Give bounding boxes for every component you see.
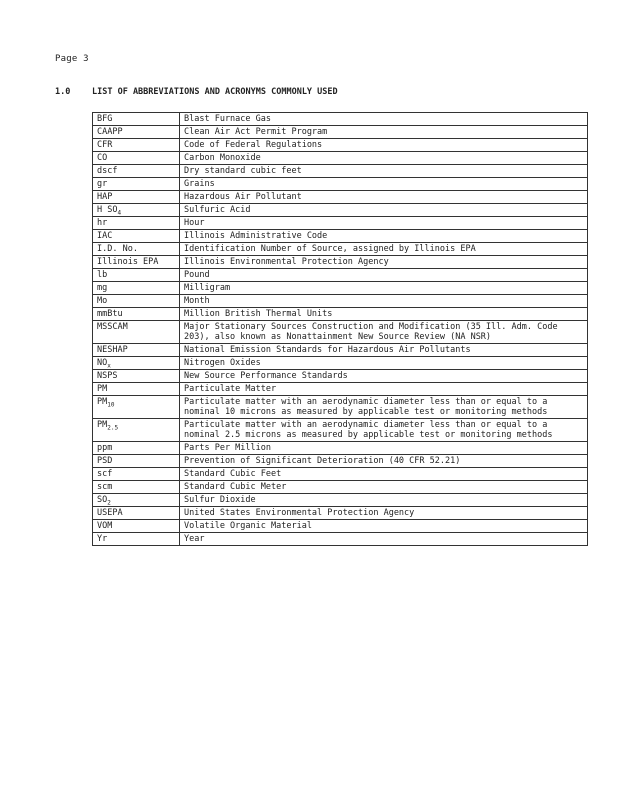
abbreviation-text: hr bbox=[97, 218, 108, 228]
definition-cell: Milligram bbox=[180, 282, 588, 295]
abbreviation-text: ppm bbox=[97, 443, 113, 453]
abbreviation-cell bbox=[93, 520, 180, 533]
table-row bbox=[93, 419, 588, 442]
table-row bbox=[93, 256, 588, 269]
table-row bbox=[93, 295, 588, 308]
abbreviation-text: SO bbox=[97, 495, 108, 505]
table-row bbox=[93, 383, 588, 396]
abbreviation-cell bbox=[93, 442, 180, 455]
abbreviation-text: mg bbox=[97, 283, 108, 293]
abbreviation-text: I.D. No. bbox=[97, 244, 138, 254]
abbreviation-cell bbox=[93, 396, 180, 419]
definition-cell: Hazardous Air Pollutant bbox=[180, 191, 588, 204]
definition-cell: Year bbox=[180, 533, 588, 546]
table-row bbox=[93, 481, 588, 494]
definition-cell: Illinois Environmental Protection Agency bbox=[180, 256, 588, 269]
definition-cell: Blast Furnace Gas bbox=[180, 113, 588, 126]
section-title: LIST OF ABBREVIATIONS AND ACRONYMS COMMONLY USED bbox=[92, 87, 338, 97]
abbreviation-cell bbox=[93, 321, 180, 344]
table-row bbox=[93, 165, 588, 178]
abbreviation-text: BFG bbox=[97, 114, 113, 124]
table-row bbox=[93, 204, 588, 217]
table-row bbox=[93, 178, 588, 191]
abbreviations-table bbox=[92, 112, 588, 546]
abbreviation-text: CAAPP bbox=[97, 127, 123, 137]
table-row bbox=[93, 243, 588, 256]
table-row bbox=[93, 308, 588, 321]
table-row bbox=[93, 533, 588, 546]
abbreviation-cell bbox=[93, 344, 180, 357]
definition-cell: Million British Thermal Units bbox=[180, 308, 588, 321]
abbreviation-cell bbox=[93, 269, 180, 282]
abbreviation-cell bbox=[93, 204, 180, 217]
abbreviation-cell bbox=[93, 308, 180, 321]
abbreviation-text: MSSCAM bbox=[97, 322, 128, 332]
abbreviation-subscript: 2 bbox=[107, 499, 111, 507]
table-row bbox=[93, 520, 588, 533]
abbreviation-cell bbox=[93, 178, 180, 191]
abbreviation-cell bbox=[93, 357, 180, 370]
abbreviation-text: NSPS bbox=[97, 371, 118, 381]
definition-cell: Volatile Organic Material bbox=[180, 520, 588, 533]
abbreviation-text: Yr bbox=[97, 534, 108, 544]
definition-cell: Code of Federal Regulations bbox=[180, 139, 588, 152]
abbreviation-cell bbox=[93, 383, 180, 396]
table-row bbox=[93, 442, 588, 455]
abbreviation-cell bbox=[93, 139, 180, 152]
abbreviation-text: gr bbox=[97, 179, 108, 189]
abbreviation-cell bbox=[93, 113, 180, 126]
table-row bbox=[93, 370, 588, 383]
definition-cell: Particulate matter with an aerodynamic diameter less than or equal to a nominal 10 microns as measured by applicable test or monitoring methods bbox=[180, 396, 588, 419]
definition-cell: Hour bbox=[180, 217, 588, 230]
table-row bbox=[93, 507, 588, 520]
abbreviation-text: PM bbox=[97, 384, 108, 394]
table-row bbox=[93, 321, 588, 344]
definition-cell: Standard Cubic Feet bbox=[180, 468, 588, 481]
abbreviation-cell bbox=[93, 165, 180, 178]
section-heading bbox=[55, 87, 338, 97]
abbreviation-cell bbox=[93, 230, 180, 243]
definition-cell: Particulate matter with an aerodynamic diameter less than or equal to a nominal 2.5 microns as measured by applicable test or monitoring methods bbox=[180, 419, 588, 442]
definition-cell: Illinois Administrative Code bbox=[180, 230, 588, 243]
abbreviation-text: Illinois EPA bbox=[97, 257, 159, 267]
abbreviations-table-body bbox=[93, 113, 588, 546]
definition-cell: United States Environmental Protection Agency bbox=[180, 507, 588, 520]
definition-cell: Particulate Matter bbox=[180, 383, 588, 396]
definition-cell: Parts Per Million bbox=[180, 442, 588, 455]
abbreviation-text: PSD bbox=[97, 456, 113, 466]
abbreviation-text: USEPA bbox=[97, 508, 123, 518]
abbreviation-cell bbox=[93, 256, 180, 269]
table-row bbox=[93, 396, 588, 419]
definition-cell: Sulfur Dioxide bbox=[180, 494, 588, 507]
table-row bbox=[93, 191, 588, 204]
abbreviation-text: mmBtu bbox=[97, 309, 123, 319]
abbreviation-text: VOM bbox=[97, 521, 113, 531]
abbreviation-cell bbox=[93, 152, 180, 165]
abbreviation-text: Mo bbox=[97, 296, 108, 306]
table-row bbox=[93, 269, 588, 282]
table-row bbox=[93, 139, 588, 152]
abbreviation-cell bbox=[93, 494, 180, 507]
abbreviation-subscript: 2.5 bbox=[107, 424, 119, 432]
definition-cell: Dry standard cubic feet bbox=[180, 165, 588, 178]
definition-cell: Identification Number of Source, assigned by Illinois EPA bbox=[180, 243, 588, 256]
abbreviation-text: IAC bbox=[97, 231, 113, 241]
abbreviation-text: CO bbox=[97, 153, 108, 163]
definition-cell: Nitrogen Oxides bbox=[180, 357, 588, 370]
table-row bbox=[93, 494, 588, 507]
definition-cell: Standard Cubic Meter bbox=[180, 481, 588, 494]
abbreviation-text: NO bbox=[97, 358, 108, 368]
abbreviation-text: NESHAP bbox=[97, 345, 128, 355]
table-row bbox=[93, 152, 588, 165]
page-number: Page 3 bbox=[55, 54, 89, 64]
abbreviation-text: PM bbox=[97, 420, 108, 430]
abbreviation-cell bbox=[93, 243, 180, 256]
table-row bbox=[93, 113, 588, 126]
definition-cell: Month bbox=[180, 295, 588, 308]
section-number: 1.0 bbox=[55, 87, 71, 97]
abbreviation-text: scm bbox=[97, 482, 113, 492]
abbreviation-subscript: x bbox=[107, 362, 111, 370]
abbreviation-text: lb bbox=[97, 270, 108, 280]
definition-cell: Grains bbox=[180, 178, 588, 191]
table-row bbox=[93, 468, 588, 481]
abbreviation-text: HAP bbox=[97, 192, 113, 202]
abbreviation-cell bbox=[93, 507, 180, 520]
table-row bbox=[93, 126, 588, 139]
abbreviation-subscript: 4 bbox=[117, 209, 122, 217]
abbreviation-text: PM bbox=[97, 397, 108, 407]
table-row bbox=[93, 344, 588, 357]
abbreviation-cell bbox=[93, 455, 180, 468]
definition-cell: Sulfuric Acid bbox=[180, 204, 588, 217]
definition-cell: Pound bbox=[180, 269, 588, 282]
definition-cell: Clean Air Act Permit Program bbox=[180, 126, 588, 139]
table-row bbox=[93, 455, 588, 468]
abbreviation-cell bbox=[93, 217, 180, 230]
abbreviation-cell bbox=[93, 191, 180, 204]
abbreviation-cell bbox=[93, 126, 180, 139]
abbreviation-text: dscf bbox=[97, 166, 118, 176]
table-row bbox=[93, 217, 588, 230]
definition-cell: Major Stationary Sources Construction and Modification (35 Ill. Adm. Code 203), also known as Nonattainment New Source Review (NA NSR) bbox=[180, 321, 588, 344]
definition-cell: New Source Performance Standards bbox=[180, 370, 588, 383]
abbreviation-cell bbox=[93, 295, 180, 308]
abbreviation-cell bbox=[93, 468, 180, 481]
table-row bbox=[93, 282, 588, 295]
table-row bbox=[93, 230, 588, 243]
abbreviation-text: H SO bbox=[97, 205, 118, 215]
definition-cell: Prevention of Significant Deterioration (40 CFR 52.21) bbox=[180, 455, 588, 468]
abbreviation-cell bbox=[93, 282, 180, 295]
abbreviation-cell bbox=[93, 481, 180, 494]
definition-cell: National Emission Standards for Hazardous Air Pollutants bbox=[180, 344, 588, 357]
abbreviation-cell bbox=[93, 533, 180, 546]
definition-cell: Carbon Monoxide bbox=[180, 152, 588, 165]
abbreviation-text: CFR bbox=[97, 140, 113, 150]
abbreviation-text: scf bbox=[97, 469, 113, 479]
table-row bbox=[93, 357, 588, 370]
abbreviation-cell bbox=[93, 370, 180, 383]
abbreviation-subscript: 10 bbox=[107, 401, 115, 409]
abbreviation-cell bbox=[93, 419, 180, 442]
